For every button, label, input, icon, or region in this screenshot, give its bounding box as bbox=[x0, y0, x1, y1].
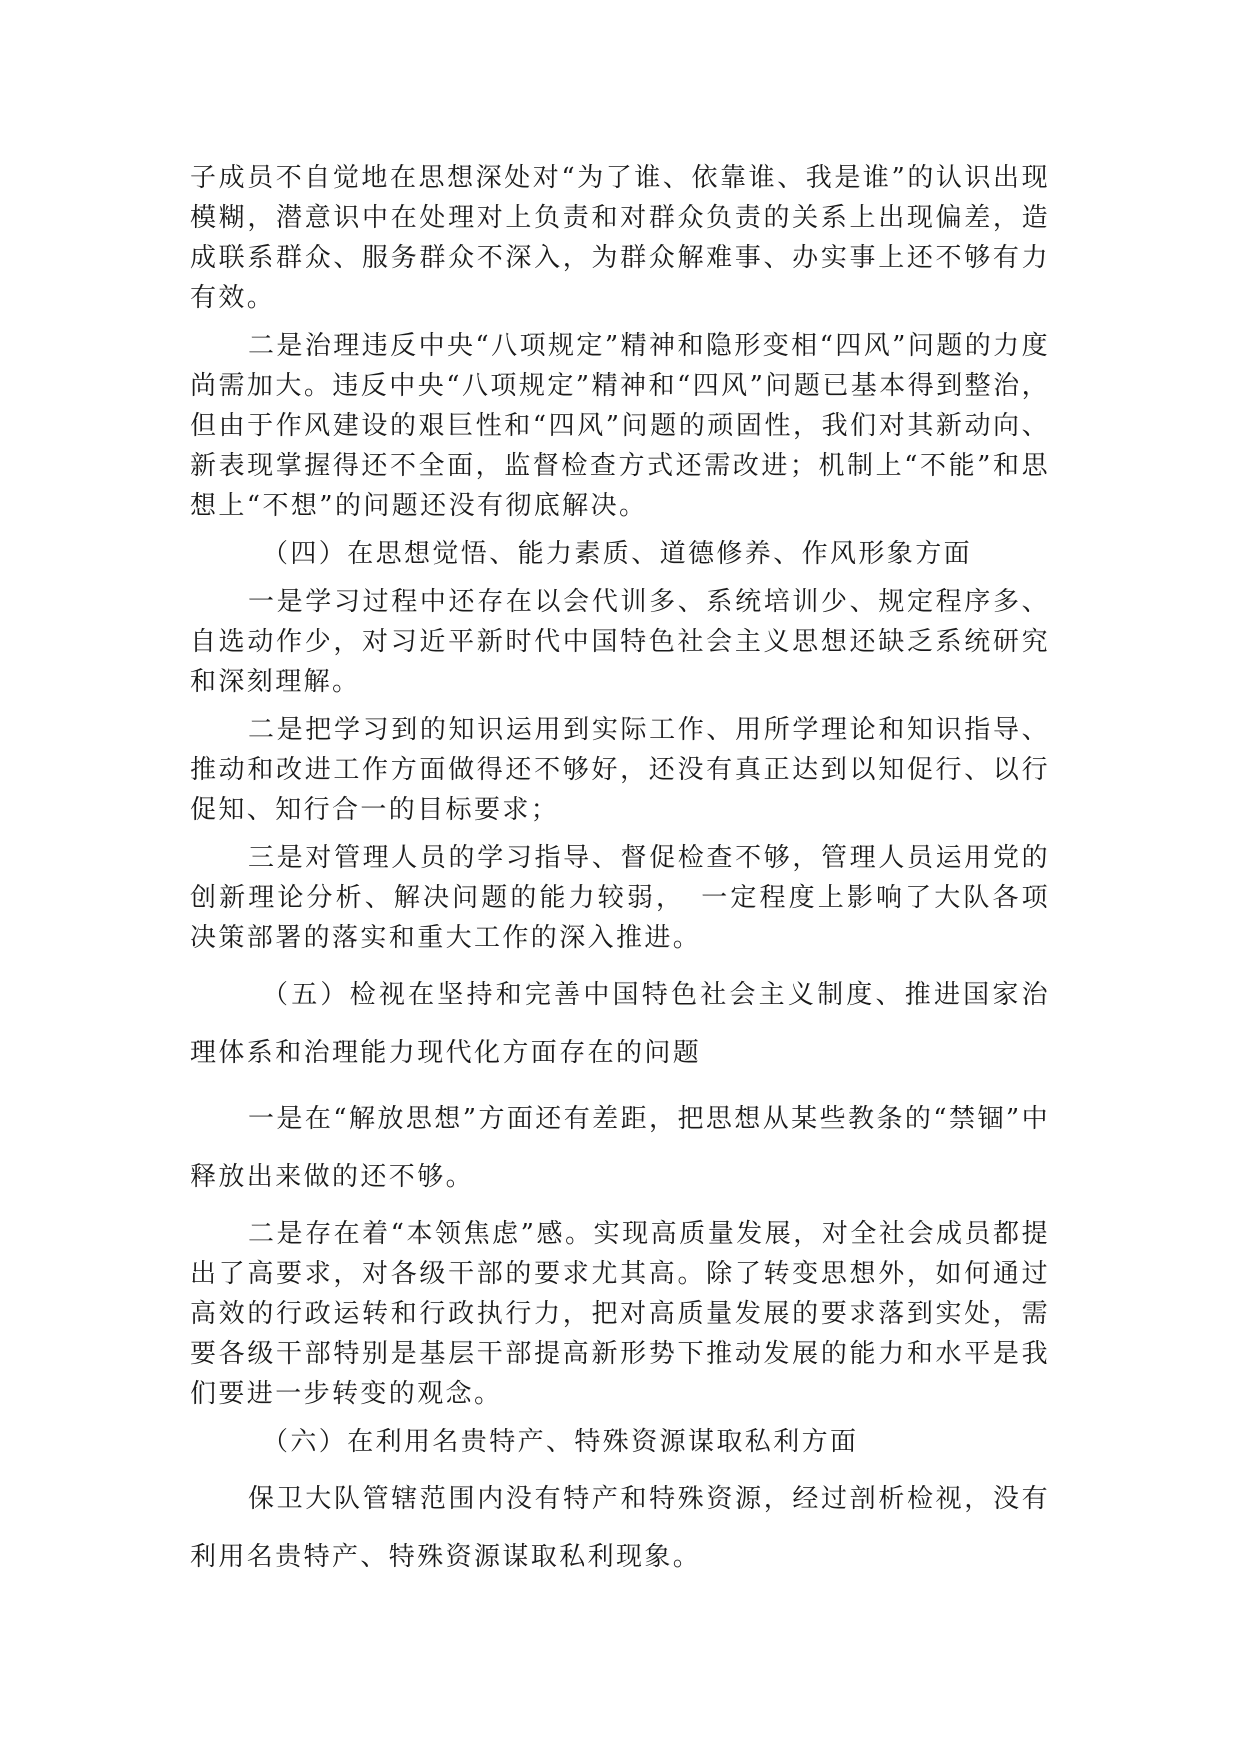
section-heading-5: （五）检视在坚持和完善中国特色社会主义制度、推进国家治理体系和治理能力现代化方面存在的问题 bbox=[190, 980, 1050, 1068]
section-heading-6: （六）在利用名贵特产、特殊资源谋取私利方面 bbox=[262, 1427, 859, 1457]
paragraph-continuation: 子成员不自觉地在思想深处对“为了谁、依靠谁、我是谁”的认识出现模糊，潜意识中在处理对上负责和对群众负责的关系上出现偏差，造成联系群众、服务群众不深入，为群众解难事、办实事上还不够有力有效。 bbox=[190, 163, 1050, 313]
paragraph-special-resources: 保卫大队管辖范围内没有特产和特殊资源，经过剖析检视，没有利用名贵特产、特殊资源谋取私利现象。 bbox=[190, 1484, 1050, 1572]
document-page bbox=[190, 158, 1050, 1594]
paragraph-management-guidance: 三是对管理人员的学习指导、督促检查不够，管理人员运用党的创新理论分析、解决问题的能力较弱， 一定程度上影响了大队各项决策部署的落实和重大工作的深入推进。 bbox=[190, 843, 1050, 953]
paragraph-four-winds: 二是治理违反中央“八项规定”精神和隐形变相“四风”问题的力度尚需加大。违反中央“八项规定”精神和“四风”问题已基本得到整治，但由于作风建设的艰巨性和“四风”问题的顽固性，我们对其新动向、新表现掌握得还不全面，监督检查方式还需改进；机制上“不能”和思想上“不想”的问题还没有彻底解决。 bbox=[190, 331, 1050, 521]
paragraph-apply-knowledge: 二是把学习到的知识运用到实际工作、用所学理论和知识指导、推动和改进工作方面做得还不够好，还没有真正达到以知促行、以行促知、知行合一的目标要求； bbox=[190, 715, 1050, 825]
section-heading-4: （四）在思想觉悟、能力素质、道德修养、作风形象方面 bbox=[262, 539, 973, 569]
paragraph-emancipate-mind: 一是在“解放思想”方面还有差距，把思想从某些教条的“禁锢”中释放出来做的还不够。 bbox=[190, 1104, 1050, 1192]
paragraph-study-process: 一是学习过程中还存在以会代训多、系统培训少、规定程序多、自选动作少，对习近平新时代中国特色社会主义思想还缺乏系统研究和深刻理解。 bbox=[190, 587, 1050, 697]
paragraph-skill-anxiety: 二是存在着“本领焦虑”感。实现高质量发展，对全社会成员都提出了高要求，对各级干部的要求尤其高。除了转变思想外，如何通过高效的行政运转和行政执行力，把对高质量发展的要求落到实处，需要各级干部特别是基层干部提高新形势下推动发展的能力和水平是我们要进一步转变的观念。 bbox=[190, 1219, 1050, 1409]
